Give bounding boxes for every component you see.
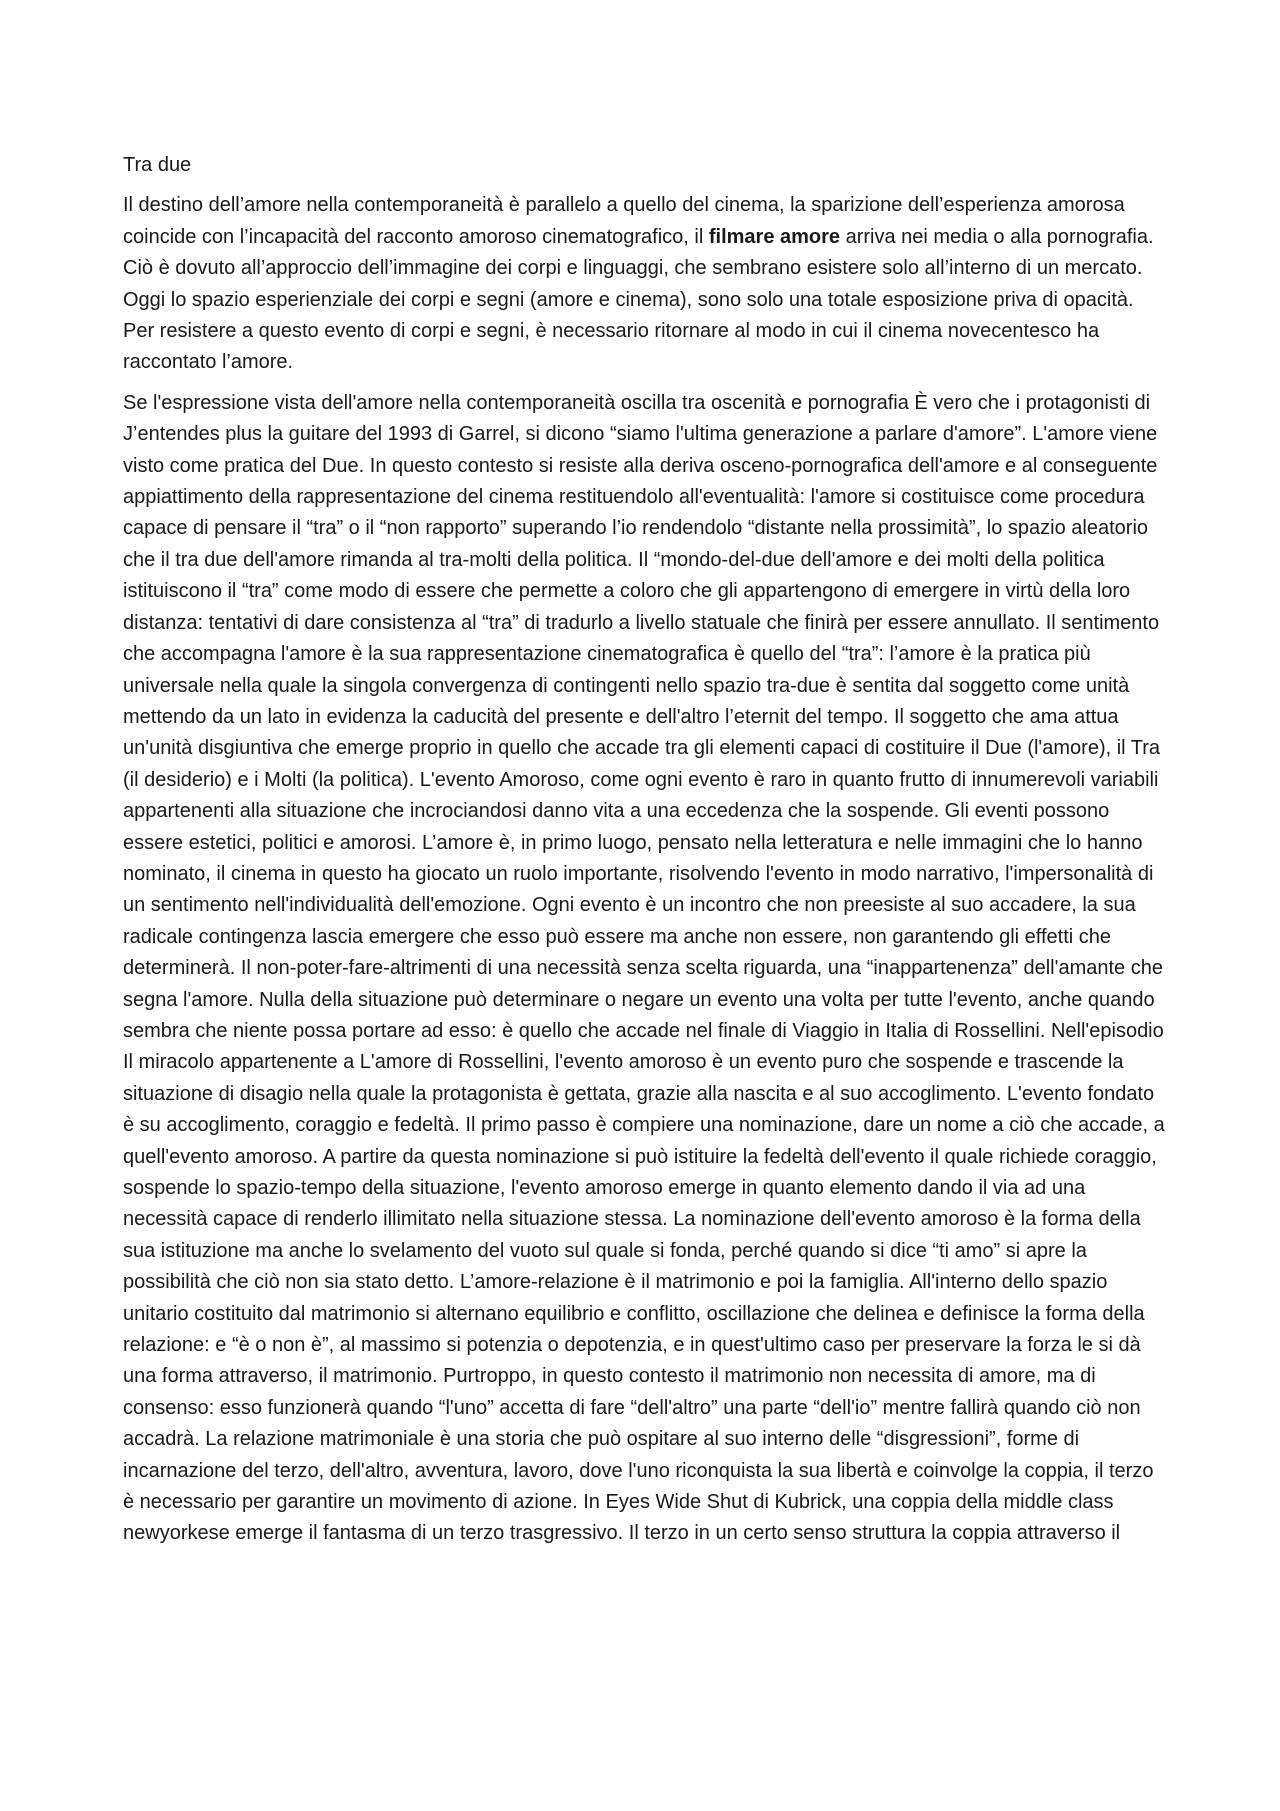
paragraph-body: Se l'espressione vista dell'amore nella contemporaneità oscilla tra oscenità e pornografia È vero che i protagonisti di J’entendes plus la guitare del 1993 di Garrel, si dicono “siamo l'ultima generazione a parlare d'amore”. L'amore viene visto come pratica del Due. In questo contesto si resiste alla deriva osceno-pornografica dell'amore e al conseguente appiattimento della rappresentazione del cinema restituendolo all'eventualità: l'amore si costituisce come procedura capace di pensare il “tra” o il “non rapporto” superando l’io rendendolo “distante nella prossimità”, lo spazio aleatorio che il tra due dell'amore rimanda al tra-molti della politica. Il “mondo-del-due dell'amore e dei molti della politica istituiscono il “tra” come modo di essere che permette a coloro che gli appartengono di emergere in virtù della loro distanza: tentativi di dare consistenza al “tra” di tradurlo a livello statuale che finirà per essere annullato. Il sentimento che accompagna l'amore è la sua rappresentazione cinematografica è quello del “tra”: l’amore è la pratica più universale nella quale la singola convergenza di contingenti nello spazio tra-due è sentita dal soggetto come unità mettendo da un lato in evidenza la caducità del presente e dell'altro l’eternit del tempo. Il soggetto che ama attua un'unità disgiuntiva che emerge proprio in quello che accade tra gli elementi capaci di costituire il Due (l'amore), il Tra (il desiderio) e i Molti (la politica). L'evento Amoroso, come ogni evento è raro in quanto frutto di innumerevoli variabili appartenenti alla situazione che incrociandosi danno vita a una eccedenza che la sospende. Gli eventi possono essere estetici, politici e amorosi. L’amore è, in primo luogo, pensato nella letteratura e nelle immagini che lo hanno nominato, il cinema in questo ha giocato un ruolo importante, risolvendo l'evento in modo narrativo, l'impersonalità di un sentimento nell'individualità dell'emozione. Ogni evento è un incontro che non preesiste al suo accadere, la sua radicale contingenza lascia emergere che esso può essere ma anche non essere, non garantendo gli effetti che determinerà. Il non-poter-fare-altrimenti di una necessità senza scelta riguarda, una “inappartenenza” dell'amante che segna l'amore. Nulla della situazione può determinare o negare un evento una volta per tutte l'evento, anche quando sembra che niente possa portare ad esso: è quello che accade nel finale di Viaggio in Italia di Rossellini. Nell'episodio Il miracolo appartenente a L'amore di Rossellini, l'evento amoroso è un evento puro che sospende e trascende la situazione di disagio nella quale la protagonista è gettata, grazie alla nascita e al suo accoglimento. L'evento fondato è su accoglimento, coraggio e fedeltà. Il primo passo è compiere una nominazione, dare un nome a ciò che accade, a quell'evento amoroso. A partire da questa nominazione si può istituire la fedeltà dell'evento il quale richiede coraggio, sospende lo spazio-tempo della situazione, l'evento amoroso emerge in quanto elemento dando il via ad una necessità capace di renderlo illimitato nella situazione stessa. La nominazione dell'evento amoroso è la forma della sua istituzione ma anche lo svelamento del vuoto sul quale si fonda, perché quando si dice “ti amo” si apre la possibilità che ciò non sia stato detto. L’amore-relazione è il matrimonio e poi la famiglia. All'interno dello spazio unitario costituito dal matrimonio si alternano equilibrio e conflitto, oscillazione che delinea e definisce la forma della relazione: e “è o non è”, al massimo si potenzia o depotenzia, e in quest'ultimo caso per preservare la forza le si dà una forma attraverso, il matrimonio. Purtroppo, in questo contesto il matrimonio non necessita di amore, ma di consenso: esso funzionerà quando “l'uno” accetta di fare “dell'altro” una parte “dell'io” mentre fallirà quando ciò non accadrà. La relazione matrimoniale è una storia che può ospitare al suo interno delle “disgressioni”, forme di incarnazione del terzo, dell'altro, avventura, lavoro, dove l'uno riconquista la sua libertà e coinvolge la coppia, il terzo è necessario per garantire un movimento di azione. In Eyes Wide Shut di Kubrick, una coppia della middle class newyorkese emerge il fantasma di un terzo trasgressivo. Il terzo in un certo senso struttura la coppia attraverso il	[123, 391, 1165, 1545]
paragraph-intro-text-after: arriva nei media o alla pornografia. Ciò è dovuto all’approccio dell’immagine dei corpi e linguaggi, che sembrano esistere solo all’interno di un mercato. Oggi lo spazio esperienziale dei corpi e segni (amore e cinema), sono solo una totale esposizione priva di opacità. Per resistere a questo evento di corpi e segni, è necessario ritornare al modo in cui il cinema novecentesco ha raccontato l’amore.	[123, 225, 1154, 374]
paragraph-intro-text-before: Il destino dell’amore nella contemporaneità è parallelo a quello del cinema, la sparizione dell’esperienza amorosa coincide con l’incapacità del racconto amoroso cinematografico, il	[123, 194, 1125, 248]
paragraph-intro-bold-phrase: filmare amore	[708, 225, 841, 248]
document-title: Tra due	[123, 154, 192, 176]
document-page	[123, 150, 1168, 1559]
paragraph-intro	[123, 190, 1168, 378]
